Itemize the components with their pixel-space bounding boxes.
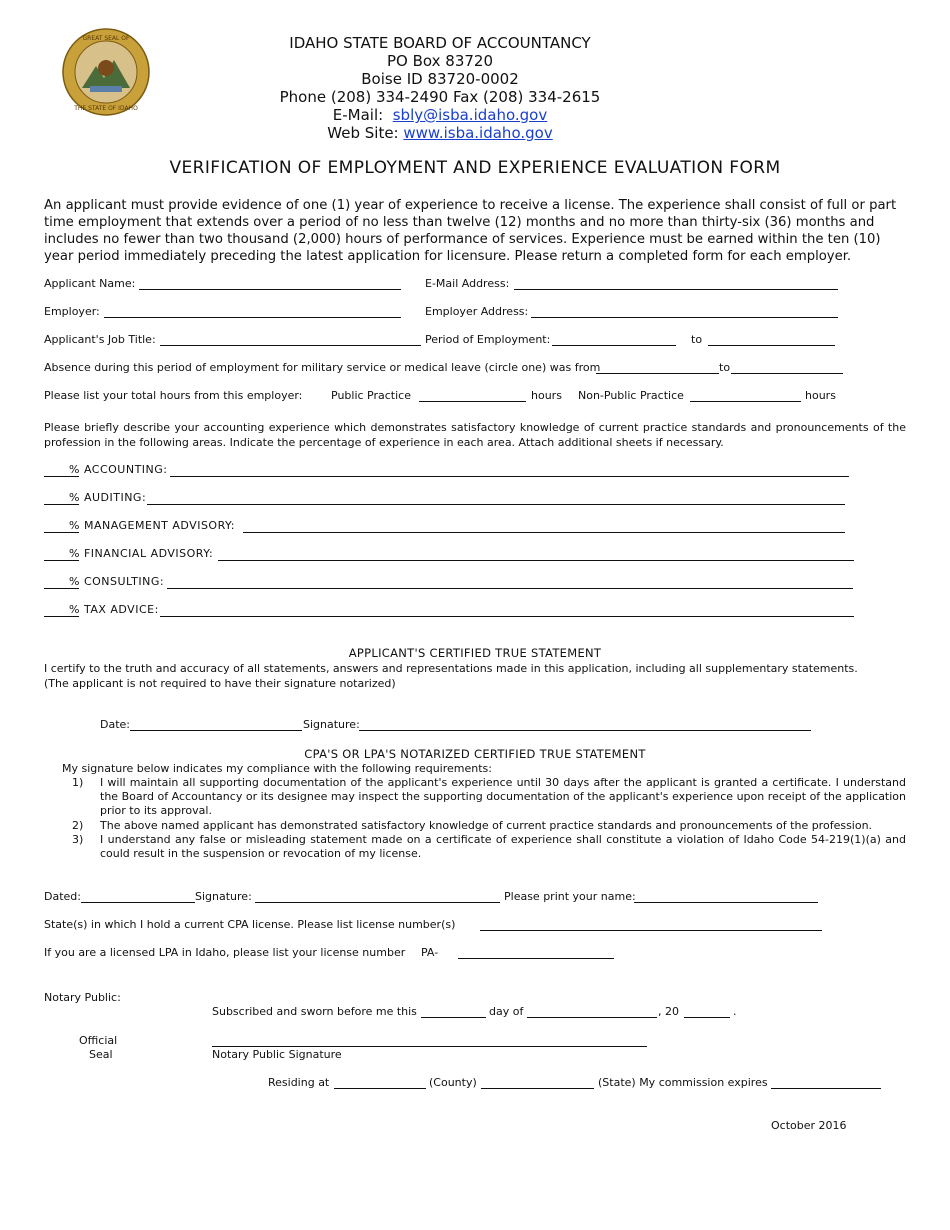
- period-to-label: to: [691, 333, 703, 346]
- web-line: [240, 124, 640, 143]
- applicant-signature-label: Signature:: [303, 718, 360, 731]
- email-line: [240, 106, 640, 125]
- cpa-item-2-num: 2): [72, 819, 84, 832]
- po-box: PO Box 83720: [387, 52, 493, 70]
- period-from-field[interactable]: [552, 345, 676, 346]
- financial-advisory-label: % FINANCIAL ADVISORY:: [69, 547, 214, 560]
- notary-signature-label: Notary Public Signature: [212, 1048, 342, 1061]
- absence-label: Absence during this period of employment for military service or medical leave (circle one) was from: [44, 361, 601, 374]
- accounting-field[interactable]: [170, 476, 849, 477]
- state-field[interactable]: [481, 1088, 594, 1089]
- county-field[interactable]: [334, 1088, 426, 1089]
- web-link[interactable]: www.isba.idaho.gov: [403, 124, 553, 142]
- cpa-signature-label: Signature:: [195, 890, 252, 903]
- applicant-name-field[interactable]: [139, 289, 401, 290]
- public-hours-field[interactable]: [419, 401, 526, 402]
- year-prefix: , 20: [658, 1005, 679, 1018]
- day-of-label: day of: [489, 1005, 524, 1018]
- absence-from-field[interactable]: [596, 373, 719, 374]
- residing-label: Residing at: [268, 1076, 330, 1089]
- cpa-item-3-num: 3): [72, 833, 84, 846]
- cpa-item-1: I will maintain all supporting documentation of the applicant's experience until 30 days after the applicant is granted a certificate. I understand the Board of Accountancy or its designee may inspect the supporting documentation of the applicant's experience upon receipt of the application prior to its approval.: [100, 776, 906, 817]
- management-advisory-label: % MANAGEMENT ADVISORY:: [69, 519, 235, 532]
- svg-text:GREAT SEAL OF: GREAT SEAL OF: [82, 35, 130, 42]
- consulting-percent-field[interactable]: [44, 588, 79, 589]
- public-hours-unit: hours: [531, 389, 562, 402]
- cpa-dated-label: Dated:: [44, 890, 81, 903]
- job-title-field[interactable]: [160, 345, 421, 346]
- applicant-date-field[interactable]: [130, 730, 302, 731]
- auditing-field[interactable]: [147, 504, 845, 505]
- sworn-period: .: [733, 1005, 737, 1018]
- email-link[interactable]: sbly@isba.idaho.gov: [392, 106, 548, 124]
- sworn-month-field[interactable]: [527, 1017, 657, 1018]
- print-name-label: Please print your name:: [504, 890, 636, 903]
- cpa-dated-field[interactable]: [81, 902, 195, 903]
- applicant-statement-text: I certify to the truth and accuracy of all statements, answers and representations made in this application, including all supplementary statements. (The applicant is not required to have their signature notarized): [44, 662, 858, 690]
- absence-to-label: to: [719, 361, 731, 374]
- lpa-number-field[interactable]: [458, 958, 614, 959]
- official-label: Official: [79, 1034, 118, 1047]
- accounting-percent-field[interactable]: [44, 476, 79, 477]
- sworn-day-field[interactable]: [421, 1017, 486, 1018]
- nonpublic-practice-label: Non-Public Practice: [578, 389, 684, 402]
- lpa-label: If you are a licensed LPA in Idaho, please list your license number: [44, 946, 406, 959]
- financial-percent-field[interactable]: [44, 560, 79, 561]
- org-name: IDAHO STATE BOARD OF ACCOUNTANCY: [289, 34, 591, 52]
- tax-percent-field[interactable]: [44, 616, 79, 617]
- management-percent-field[interactable]: [44, 532, 79, 533]
- nonpublic-hours-field[interactable]: [690, 401, 801, 402]
- employer-field[interactable]: [104, 317, 401, 318]
- hours-label: Please list your total hours from this employer:: [44, 389, 303, 402]
- cpa-signature-field[interactable]: [255, 902, 500, 903]
- employer-address-label: Employer Address:: [425, 305, 529, 318]
- county-label: (County): [429, 1076, 477, 1089]
- sworn-label: Subscribed and sworn before me this: [212, 1005, 417, 1018]
- cpa-item-3: I understand any false or misleading statement made on a certificate of experience shall constitute a violation of Idaho Code 54-219(1)(a) and could result in the suspension or revocation of my license.: [100, 833, 906, 860]
- absence-to-field[interactable]: [731, 373, 843, 374]
- commission-expires-field[interactable]: [771, 1088, 881, 1089]
- cpa-item-1-num: 1): [72, 776, 84, 789]
- consulting-field[interactable]: [167, 588, 853, 589]
- intro-paragraph: An applicant must provide evidence of one (1) year of experience to receive a license. The experience shall consist of full or part time employment that extends over a period of no less than twelve (12) months and no more than thirty-six (36) months and includes no fewer than two thousand (2,000) hours of performance of services. Experience must be earned within the ten (10) year period immediately preceding the latest application for licensure. Please return a completed form for each employer.: [44, 198, 897, 264]
- sworn-year-field[interactable]: [684, 1017, 730, 1018]
- email-address-field[interactable]: [514, 289, 838, 290]
- period-label: Period of Employment:: [425, 333, 551, 346]
- employer-address-field[interactable]: [531, 317, 838, 318]
- applicant-statement-heading: APPLICANT'S CERTIFIED TRUE STATEMENT: [348, 646, 602, 660]
- svg-text:THE STATE OF IDAHO: THE STATE OF IDAHO: [74, 105, 138, 112]
- state-seal-logo: [62, 28, 150, 116]
- job-title-label: Applicant's Job Title:: [44, 333, 156, 346]
- email-address-label: E-Mail Address:: [425, 277, 510, 290]
- notary-signature-field[interactable]: [212, 1046, 647, 1047]
- states-label: State(s) in which I hold a current CPA license. Please list license number(s): [44, 918, 456, 931]
- management-advisory-field[interactable]: [243, 532, 845, 533]
- email-label: E-Mail:: [332, 106, 384, 124]
- state-commission-label: (State) My commission expires: [598, 1076, 768, 1089]
- auditing-label: % AUDITING:: [69, 491, 147, 504]
- cpa-item-2: The above named applicant has demonstrated satisfactory knowledge of current practice standards and pronouncements of the profession.: [100, 819, 873, 832]
- seal-label: Seal: [89, 1048, 113, 1061]
- cpa-statement-heading: CPA'S OR LPA'S NOTARIZED CERTIFIED TRUE STATEMENT: [304, 747, 646, 761]
- web-label: Web Site:: [327, 124, 399, 142]
- financial-advisory-field[interactable]: [218, 560, 854, 561]
- applicant-name-label: Applicant Name:: [44, 277, 136, 290]
- nonpublic-hours-unit: hours: [805, 389, 836, 402]
- applicant-signature-field[interactable]: [359, 730, 811, 731]
- cpa-lead: My signature below indicates my compliance with the following requirements:: [62, 762, 492, 775]
- accounting-label: % ACCOUNTING:: [69, 463, 168, 476]
- employer-label: Employer:: [44, 305, 100, 318]
- print-name-field[interactable]: [634, 902, 818, 903]
- form-title: VERIFICATION OF EMPLOYMENT AND EXPERIENCE EVALUATION FORM: [169, 158, 781, 178]
- tax-advice-field[interactable]: [160, 616, 854, 617]
- footer-date: October 2016: [771, 1119, 847, 1132]
- describe-paragraph: Please briefly describe your accounting experience which demonstrates satisfactory knowledge of current practice standards and pronouncements of the profession in the following areas. Indicate the percentage of experience in each area. Attach additional sheets if necessary.: [44, 421, 906, 449]
- states-field[interactable]: [480, 930, 822, 931]
- public-practice-label: Public Practice: [331, 389, 411, 402]
- period-to-field[interactable]: [708, 345, 835, 346]
- auditing-percent-field[interactable]: [44, 504, 79, 505]
- consulting-label: % CONSULTING:: [69, 575, 165, 588]
- city-line: Boise ID 83720-0002: [361, 70, 519, 88]
- tax-advice-label: % TAX ADVICE:: [69, 603, 159, 616]
- applicant-date-label: Date:: [100, 718, 130, 731]
- pa-prefix: PA-: [421, 946, 439, 959]
- notary-label: Notary Public:: [44, 991, 121, 1004]
- phone-fax: Phone (208) 334-2490 Fax (208) 334-2615: [279, 88, 601, 106]
